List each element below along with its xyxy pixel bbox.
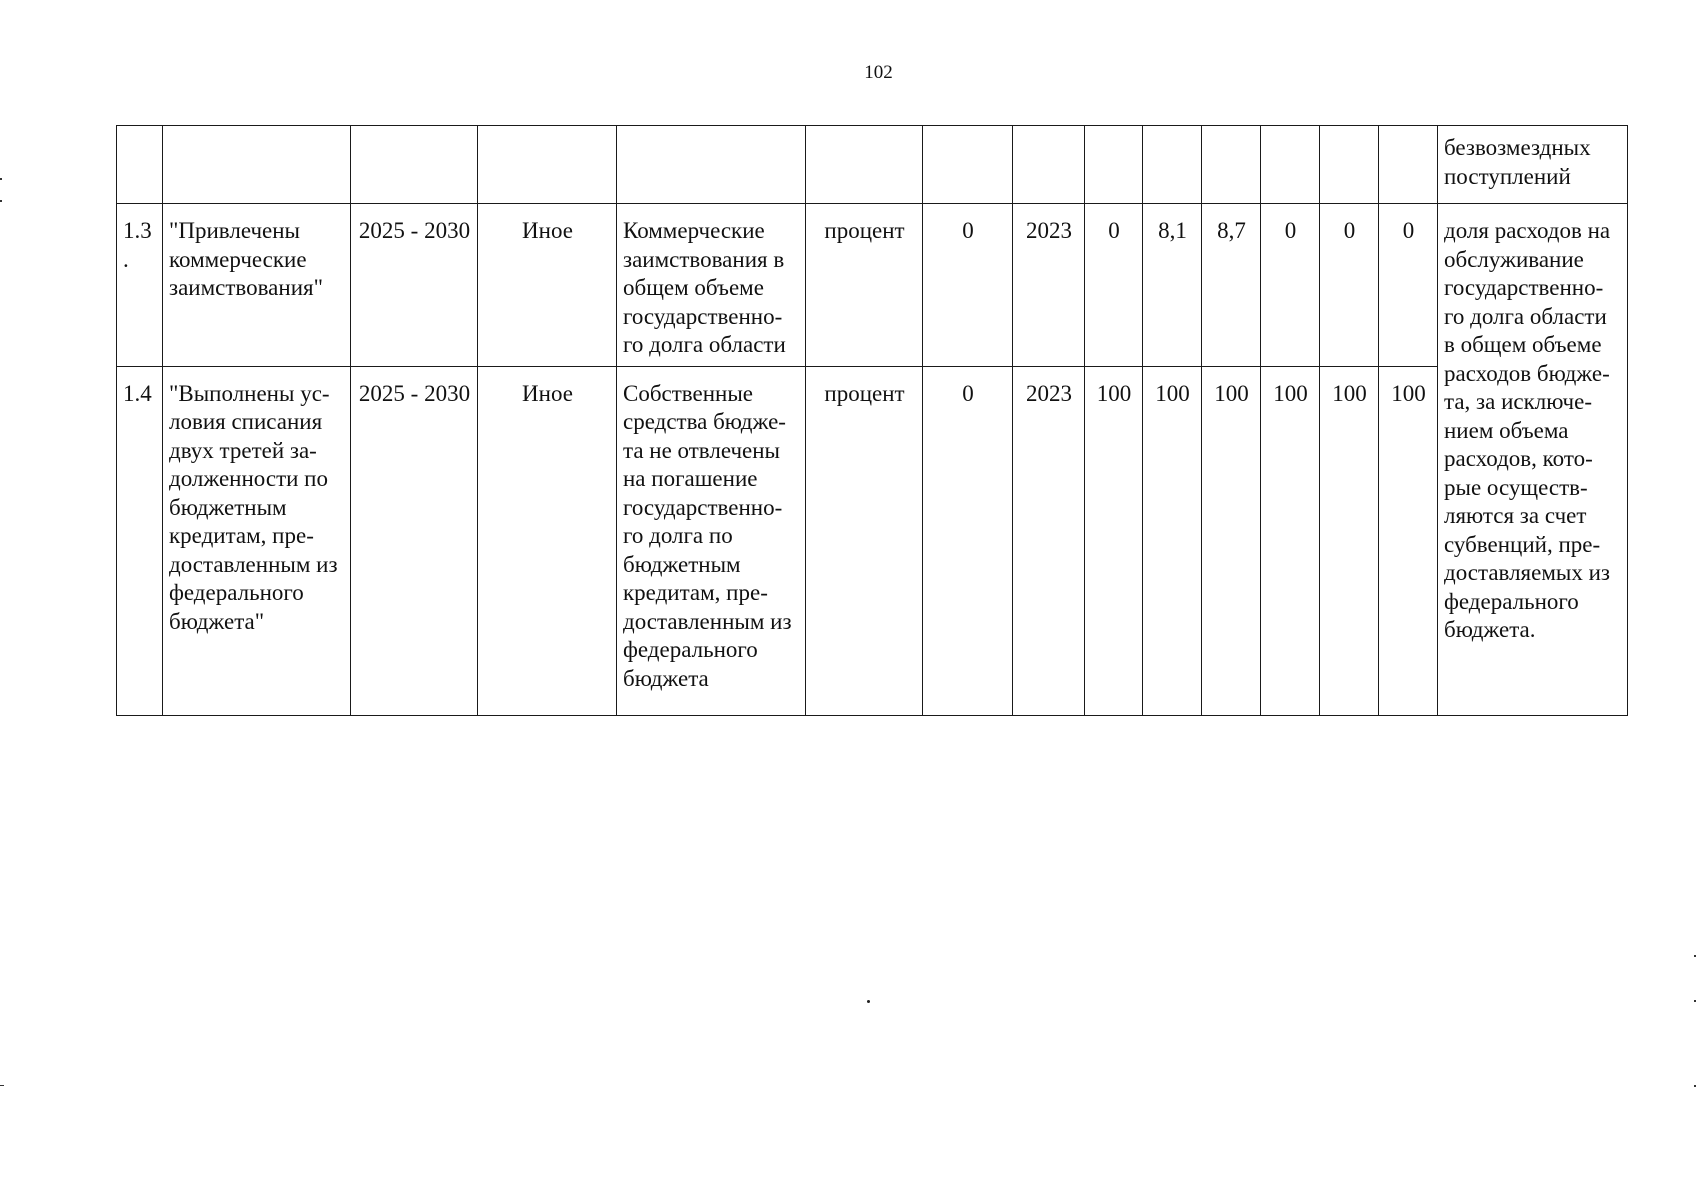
cell-value-4: 0 [1261, 204, 1320, 367]
cell-merged-description: доля расходов на обслуживание государственно- го долга области в общем объеме расходов бюдже- та, за исключе- нием объема расходов, кото- рые осуществ- ляются за счет субвенций, пре- доставляемых из федерального бюджета. [1438, 204, 1628, 716]
cell-period: 2025 - 2030 [351, 204, 478, 367]
cell-unit: процент [806, 204, 923, 367]
cell-base-value: 0 [923, 366, 1013, 715]
cell-type: Иное [478, 366, 617, 715]
cell-base-year: 2023 [1013, 366, 1085, 715]
scan-edge-mark [0, 178, 2, 180]
cell-base-year: 2023 [1013, 204, 1085, 367]
scan-edge-mark [1694, 1085, 1696, 1087]
cell-value-4: 100 [1261, 366, 1320, 715]
cell-value-5: 100 [1320, 366, 1379, 715]
cell-base-value: 0 [923, 204, 1013, 367]
cell-task-name: "Выполнены ус- ловия списания двух третей за- долженности по бюджетным кредитам, пре- доставленным из федерального бюджета" [163, 366, 351, 715]
cell-type: Иное [478, 204, 617, 367]
cell-value-5: 0 [1320, 204, 1379, 367]
scan-edge-mark [0, 1085, 4, 1086]
cell-value-2: 100 [1143, 366, 1202, 715]
cell-indicator: Собственные средства бюдже- та не отвлечены на погашение государственно- го долга по бюджетным кредитам, пре- доставленным из федерального бюджета [617, 366, 806, 715]
cell-value-2: 8,1 [1143, 204, 1202, 367]
cell-row-number: 1.4 [117, 366, 163, 715]
scan-edge-mark [0, 200, 2, 202]
table-row-continuation [117, 126, 1628, 204]
cell-row-number: 1.3 . [117, 204, 163, 367]
cell-task-name: "Привлечены коммерческие заимствования" [163, 204, 351, 367]
indicators-table [116, 125, 1628, 716]
cell-top-continuation: безвозмездных поступлений [1438, 126, 1628, 204]
table-row [117, 204, 1628, 367]
page-number: 102 [864, 62, 893, 83]
cell-value-3: 100 [1202, 366, 1261, 715]
cell-period: 2025 - 2030 [351, 366, 478, 715]
cell-value-1: 0 [1085, 204, 1143, 367]
cell-value-6: 0 [1379, 204, 1438, 367]
scan-edge-mark [1694, 1000, 1696, 1002]
cell-value-6: 100 [1379, 366, 1438, 715]
cell-value-1: 100 [1085, 366, 1143, 715]
cell-unit: процент [806, 366, 923, 715]
scan-edge-mark [1694, 955, 1696, 957]
table-row [117, 366, 1628, 715]
cell-indicator: Коммерческие заимствования в общем объеме государственно- го долга области [617, 204, 806, 367]
cell-value-3: 8,7 [1202, 204, 1261, 367]
stray-dot [867, 1000, 870, 1003]
